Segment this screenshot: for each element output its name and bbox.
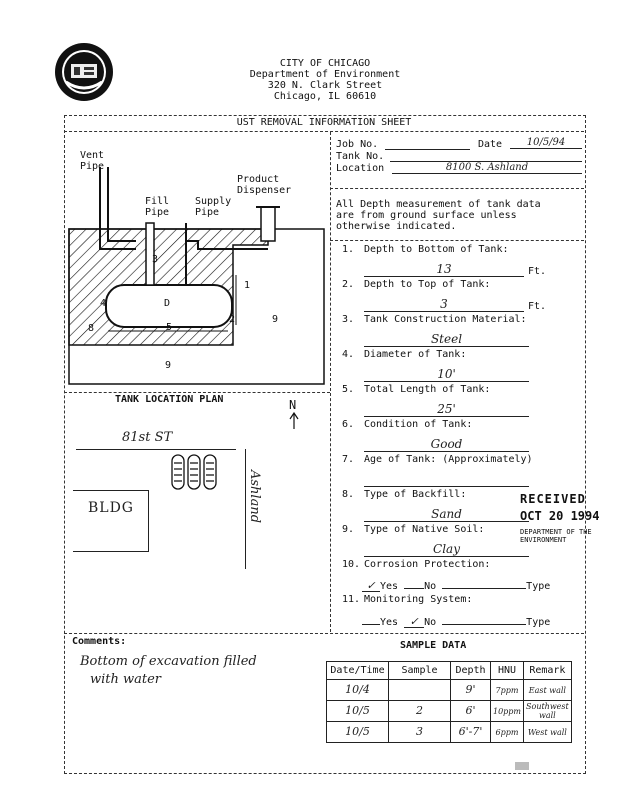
sample-cell[interactable] [389, 680, 451, 701]
sample-cell[interactable]: 9' [451, 680, 491, 701]
north-arrow-icon [289, 412, 299, 434]
question-label: Tank Construction Material: [364, 314, 527, 325]
question-number: 11. [342, 594, 361, 605]
question-label: Depth to Bottom of Tank: [364, 244, 509, 255]
question-number: 7. [342, 454, 355, 465]
diagram-number-9b: 9 [165, 360, 172, 371]
question-label: Condition of Tank: [364, 419, 473, 430]
street-label: 81st ST [122, 430, 173, 445]
location-label: Location [336, 163, 385, 174]
sample-cell[interactable]: 10/5 [327, 701, 389, 722]
diagram-number-9a: 9 [272, 314, 279, 325]
question-label: Type of Backfill: [364, 489, 467, 500]
answer-field[interactable]: Sand [364, 507, 529, 522]
sample-cell[interactable]: 10ppm [491, 701, 524, 722]
answer-field[interactable]: 10' [364, 367, 529, 382]
question-4 [342, 349, 466, 360]
sample-data-title: SAMPLE DATA [400, 640, 467, 651]
question-label: Corrosion Protection: [364, 559, 491, 570]
question-label: Total Length of Tank: [364, 384, 491, 395]
question-number: 4. [342, 349, 355, 360]
sheet-title: UST REMOVAL INFORMATION SHEET [64, 117, 584, 132]
question-number: 1. [342, 244, 355, 255]
diagram-number-4: 4 [100, 298, 107, 309]
city-seal-logo [54, 42, 114, 102]
received-stamp [520, 494, 615, 544]
street-line [76, 449, 236, 450]
sample-cell[interactable]: West wall [524, 722, 572, 743]
location-field[interactable]: 8100 S. Ashland [392, 162, 582, 174]
tank-location-marks [170, 453, 220, 497]
answer-field[interactable]: Steel [364, 332, 529, 347]
product-dispenser-label: Product Dispenser [237, 174, 292, 196]
answer-field[interactable] [364, 472, 529, 487]
table-row [327, 701, 572, 722]
sample-cell[interactable]: 3 [389, 722, 451, 743]
avenue-line [245, 449, 246, 569]
sample-cell[interactable]: Southwest wall [524, 701, 572, 722]
question-number: 6. [342, 419, 355, 430]
note-divider-top [330, 188, 584, 189]
answer-field[interactable]: Good [364, 437, 529, 452]
monitoring-no-check[interactable]: ✓ [404, 616, 424, 628]
question-number: 8. [342, 489, 355, 500]
job-no-field[interactable] [385, 149, 470, 150]
sample-data-table [326, 661, 572, 743]
vent-pipe-label: Vent Pipe [80, 150, 105, 172]
date-field[interactable]: 10/5/94 [510, 137, 582, 149]
comments-text-line1[interactable]: Bottom of excavation filled [80, 654, 257, 669]
page-marker [515, 762, 529, 770]
sample-cell[interactable]: 6' [451, 701, 491, 722]
stamp-received: RECEIVED [520, 492, 586, 506]
sample-header-cell: Remark [524, 662, 572, 680]
question-3 [342, 314, 527, 325]
corrosion-type-field[interactable] [442, 588, 526, 589]
building-label: BLDG [88, 500, 134, 516]
avenue-label: Ashland [247, 470, 262, 524]
sample-cell[interactable]: 6'-7' [451, 722, 491, 743]
diagram-number-2: 2 [229, 314, 236, 325]
sample-header-cell: HNU [491, 662, 524, 680]
question-8 [342, 489, 466, 500]
answer-unit: Ft. [528, 301, 547, 312]
diagram-number-3: 3 [152, 254, 159, 265]
answer-field[interactable]: 25' [364, 402, 529, 417]
answer-field[interactable]: Clay [364, 542, 529, 557]
sample-cell[interactable]: East wall [524, 680, 572, 701]
question-number: 2. [342, 279, 355, 290]
depth-note: All Depth measurement of tank data are from ground surface unless otherwise indicated. [336, 199, 541, 232]
question-label: Age of Tank: (Approximately) [364, 454, 533, 465]
sample-cell[interactable]: 6ppm [491, 722, 524, 743]
corrosion-options: ✓ Yes No Type [362, 580, 582, 592]
question-number: 9. [342, 524, 355, 535]
note-divider-bottom [330, 240, 584, 241]
stamp-date: OCT 20 1994 [520, 509, 600, 523]
header-department: Department of Environment [249, 69, 401, 80]
comments-text-line2[interactable]: with water [90, 672, 162, 687]
page-header [200, 58, 450, 102]
corrosion-yes-check[interactable]: ✓ [362, 580, 380, 592]
question-10 [342, 559, 490, 570]
question-number: 5. [342, 384, 355, 395]
question-5 [342, 384, 490, 395]
plan-divider [64, 392, 330, 393]
diagram-number-8: 8 [88, 323, 95, 334]
sample-cell[interactable]: 10/4 [327, 680, 389, 701]
diagram-number-5: 5 [166, 322, 173, 333]
sample-header-cell: Depth [451, 662, 491, 680]
comments-divider [64, 633, 584, 634]
monitoring-options: Yes ✓ No Type [362, 616, 582, 628]
tank-center-label: D [164, 298, 171, 309]
sample-cell[interactable]: 2 [389, 701, 451, 722]
table-row [327, 680, 572, 701]
monitoring-type-field[interactable] [442, 624, 526, 625]
job-no-label: Job No. [336, 139, 379, 150]
question-9 [342, 524, 484, 535]
question-7 [342, 454, 533, 465]
supply-pipe-label: Supply Pipe [195, 196, 232, 218]
header-city-zip: Chicago, IL 60610 [273, 91, 377, 102]
north-label: N [289, 398, 297, 412]
sample-cell[interactable]: 7ppm [491, 680, 524, 701]
date-label: Date [478, 139, 503, 150]
column-divider [330, 132, 331, 632]
question-label: Diameter of Tank: [364, 349, 467, 360]
fill-pipe-label: Fill Pipe [145, 196, 170, 218]
question-11 [342, 594, 472, 605]
comments-label: Comments: [72, 636, 127, 647]
tank-no-label: Tank No. [336, 151, 385, 162]
table-row [327, 722, 572, 743]
answer-field[interactable]: 13 [364, 262, 524, 277]
question-number: 3. [342, 314, 355, 325]
sample-header-cell: Sample [389, 662, 451, 680]
answer-field[interactable]: 3 [364, 297, 524, 312]
stamp-dept: DEPARTMENT OF THE ENVIRONMENT [520, 528, 592, 544]
question-1 [342, 244, 509, 255]
header-city: CITY OF CHICAGO [279, 58, 371, 69]
plan-title: TANK LOCATION PLAN [115, 394, 224, 405]
question-label: Type of Native Soil: [364, 524, 485, 535]
sample-header-cell: Date/Time [327, 662, 389, 680]
diagram-number-1: 1 [244, 280, 251, 291]
question-label: Depth to Top of Tank: [364, 279, 491, 290]
question-label: Monitoring System: [364, 594, 473, 605]
header-street: 320 N. Clark Street [267, 80, 383, 91]
monitoring-yes-field[interactable] [362, 624, 380, 625]
sample-cell[interactable]: 10/5 [327, 722, 389, 743]
question-6 [342, 419, 472, 430]
corrosion-no-field[interactable] [404, 588, 424, 589]
question-2 [342, 279, 490, 290]
question-number: 10. [342, 559, 361, 570]
answer-unit: Ft. [528, 266, 547, 277]
